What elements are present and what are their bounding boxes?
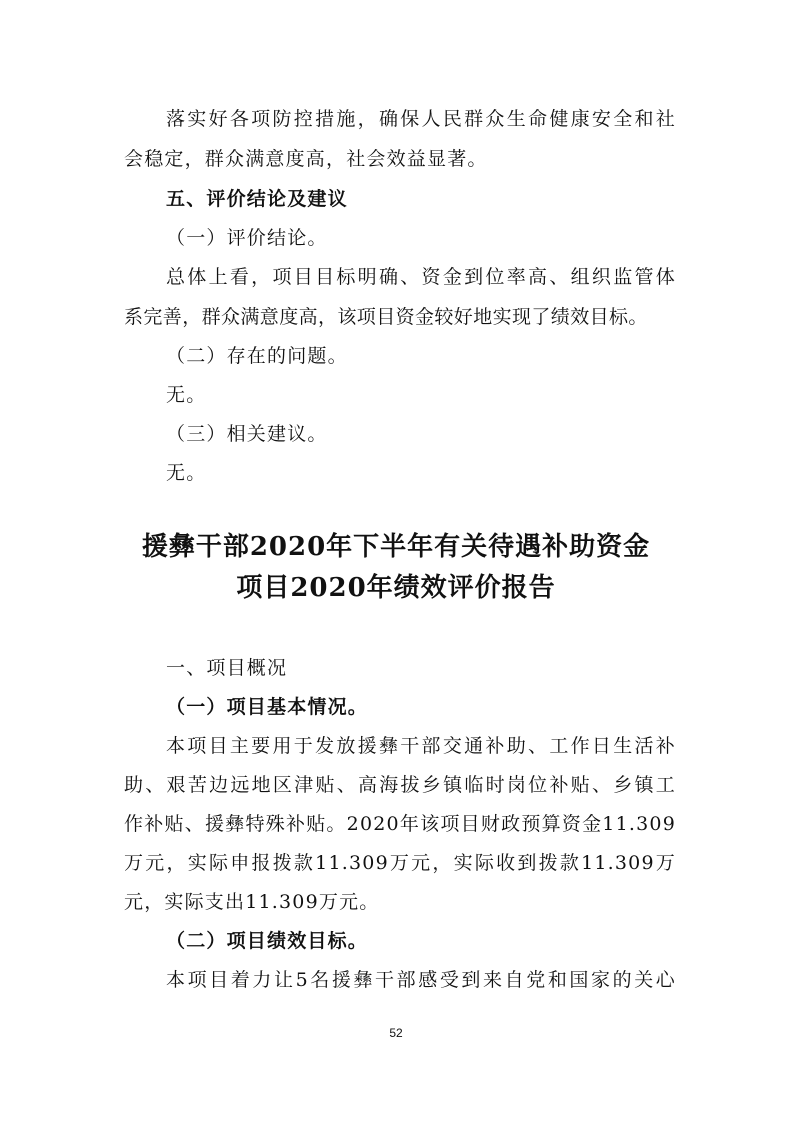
page-number: 52	[389, 1026, 403, 1040]
basic-info-line-4: 万元，实际申报拨款11.309万元，实际收到拨款11.309万	[124, 852, 676, 874]
part-heading-overview: 一、项目概况	[166, 657, 288, 679]
problems-text: 无。	[166, 384, 207, 406]
basic-info-line-1: 本项目主要用于发放援彝干部交通补助、工作日生活补	[166, 735, 676, 757]
subheading-suggestions: （三）相关建议。	[166, 423, 328, 445]
basic-info-line-2: 助、艰苦边远地区津贴、高海拔乡镇临时岗位补贴、乡镇工	[124, 774, 676, 796]
basic-info-line-5: 元，实际支出11.309万元。	[124, 891, 380, 913]
subheading-conclusion: （一）评价结论。	[166, 227, 328, 249]
intro-line-2: 会稳定，群众满意度高，社会效益显著。	[124, 148, 488, 170]
report-title-line-1: 援彝干部2020年下半年有关待遇补助资金	[141, 532, 651, 562]
subheading-problems: （二）存在的问题。	[166, 345, 348, 367]
subheading-basic-info: （一）项目基本情况。	[166, 696, 369, 718]
conclusion-line-1: 总体上看，项目目标明确、资金到位率高、组织监管体	[166, 266, 676, 288]
conclusion-line-2: 系完善，群众满意度高，该项目资金较好地实现了绩效目标。	[124, 306, 648, 328]
report-title-line-2: 项目2020年绩效评价报告	[236, 573, 556, 603]
basic-info-line-3: 作补贴、援彝特殊补贴。2020年该项目财政预算资金11.309	[124, 813, 676, 835]
intro-line-1: 落实好各项防控措施，确保人民群众生命健康安全和社	[166, 108, 676, 130]
section-heading-evaluation: 五、评价结论及建议	[166, 188, 348, 210]
subheading-performance-goals: （二）项目绩效目标。	[166, 930, 369, 952]
goals-line-1: 本项目着力让5名援彝干部感受到来自党和国家的关心	[166, 969, 676, 991]
suggestions-text: 无。	[166, 462, 207, 484]
